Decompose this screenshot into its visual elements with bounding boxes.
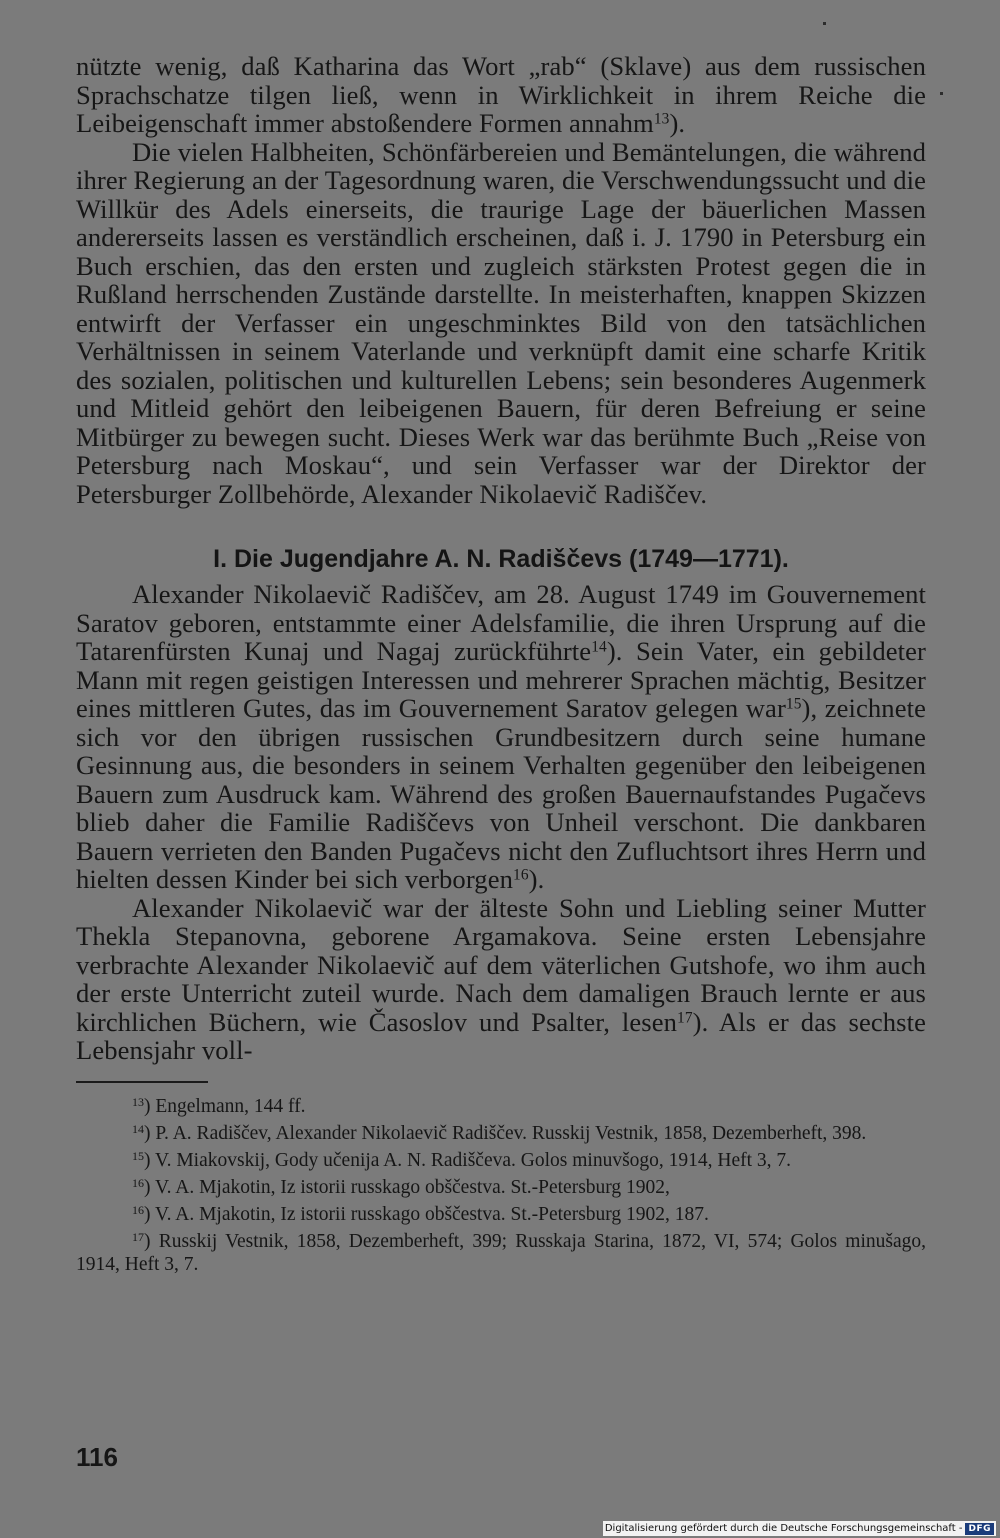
paragraph-text: ). Sein Vater, ein gebildeter Mann mit regen geistigen Interessen und mehrerer Sprachen mächtig, Besitzer eines mittleren Gutes, das im Gouvernement Saratov gelegen war [76, 636, 926, 723]
scan-speck [940, 92, 943, 95]
section-heading: I. Die Jugendjahre A. N. Radiščevs (1749—1771). [213, 545, 789, 573]
paragraph-4 [76, 894, 926, 1065]
scan-speck [823, 22, 826, 25]
footnote-text: ) P. A. Radiščev, Alexander Nikolaevič Radiščev. Russkij Vestnik, 1858, Dezemberheft, 398. [144, 1122, 867, 1144]
footnote [76, 1118, 926, 1145]
footnote-mark: 13 [132, 1094, 144, 1109]
footnote-text: ) Engelmann, 144 ff. [144, 1095, 306, 1117]
footnote-divider [76, 1081, 208, 1083]
footnote [76, 1145, 926, 1172]
paragraph-text: Alexander Nikolaevič war der älteste Sohn und Liebling seiner Mutter Thekla Stepanovna, geborene Argamakova. Seine ersten Lebensjahre verbrachte Alexander Nikolaevič auf dem väterlichen Gutshofe, wo ihm auch der erste Unterricht zuteil wurde. Nach dem damaligen Brauch lernte er aus kirchlichen Büchern, wie Časoslov und Psalter, lesen [76, 892, 926, 1037]
footnote [76, 1172, 926, 1199]
paragraph-text: nützte wenig, daß Katharina das Wort „rab“ (Sklave) aus dem russischen Sprachschatze tilgen ließ, wenn in Wirklichkeit in ihrem Reiche die Leibeigenschaft immer abstoßendere Formen annahm [76, 51, 926, 138]
footnote-mark: 16 [132, 1202, 144, 1217]
footnote-text: ) V. A. Mjakotin, Iz istorii russkago obščestva. St.-Petersburg 1902, [144, 1176, 670, 1198]
credit-text: Digitalisierung gefördert durch die Deutsche Forschungsgemeinschaft - [604, 1523, 963, 1534]
footnote-mark: 17 [132, 1229, 144, 1244]
paragraph-text: ). [669, 108, 686, 138]
footnote [76, 1199, 926, 1226]
paragraph-3 [76, 580, 926, 894]
footnote-mark: 14 [132, 1121, 144, 1136]
footnote-ref[interactable]: 13 [653, 110, 670, 128]
paragraph-text: Alexander Nikolaevič Radiščev, am 28. August 1749 im Gouvernement Saratov geboren, entstammte einer Adelsfamilie, die ihren Ursprung auf die Tatarenfürsten Kunaj und Nagaj zurückführte [76, 579, 926, 666]
footnote-ref[interactable]: 17 [677, 1009, 693, 1027]
footnote-mark: 15 [132, 1148, 144, 1163]
footnote-text: ) Russkij Vestnik, 1858, Dezemberheft, 399; Russkaja Starina, 1872, VI, 574; Golos minušago, 1914, Heft 3, 7. [76, 1230, 926, 1275]
funding-credit[interactable] [603, 1521, 996, 1536]
footnote-text: ) V. Miakovskij, Gody učenija A. N. Radiščeva. Golos minuvšogo, 1914, Heft 3, 7. [144, 1149, 792, 1171]
dfg-logo-icon: DFG [965, 1523, 994, 1535]
footnote-ref[interactable]: 14 [591, 638, 607, 656]
footnote-mark: 16 [132, 1175, 144, 1190]
paragraph-text: ), zeichnete sich vor den übrigen russischen Grundbesitzern durch seine humane Gesinnung aus, die besonders in seinem Verhalten gegenüber den leibeigenen Bauern zum Ausdruck kam. Während des großen Bauernaufstandes Pugačevs blieb daher die Familie Radiščevs von Unheil verschont. Die dankbaren Bauern verrieten den Banden Pugačevs nicht den Zufluchtsort ihres Herrn und hielten dessen Kinder bei sich verborgen [76, 693, 926, 894]
paragraph-text: ). [528, 864, 545, 894]
footnote [76, 1091, 926, 1118]
page-number: 116 [76, 1442, 118, 1472]
page-body [76, 52, 926, 1276]
paragraph-1 [76, 52, 926, 138]
footnote-ref[interactable]: 15 [785, 695, 802, 713]
paragraph-2: Die vielen Halbheiten, Schönfärbereien und Bemäntelungen, die während ihrer Regierung an der Tagesordnung waren, die Verschwendungssucht und die Willkür des Adels einerseits, die traurige Lage der bäuerlichen Massen andererseits lassen es verständlich erscheinen, daß i. J. 1790 in Petersburg ein Buch erschien, das den ersten und zugleich stärksten Protest gegen die in Rußland herrschenden Zustände darstellte. In meisterhaften, knappen Skizzen entwirft der Verfasser ein ungeschminktes Bild von den tatsächlichen Verhältnissen in seinem Vaterlande und verknüpft damit eine scharfe Kritik des sozialen, politischen und kulturellen Lebens; sein besonderes Augenmerk und Mitleid gehört den leibeigenen Bauern, für deren Befreiung er seine Mitbürger zu bewegen sucht. Dieses Werk war das berühmte Buch „Reise von Petersburg nach Moskau“, und sein Verfasser war der Direktor der Petersburger Zollbehörde, Alexander Nikolaevič Radiščev. [76, 136, 926, 509]
footnote-ref[interactable]: 16 [513, 866, 529, 884]
footnote [76, 1226, 926, 1276]
footnote-text: ) V. A. Mjakotin, Iz istorii russkago obščestva. St.-Petersburg 1902, 187. [144, 1203, 709, 1225]
paragraph-text: ). Als er das sechste Lebensjahr voll- [76, 1006, 926, 1065]
